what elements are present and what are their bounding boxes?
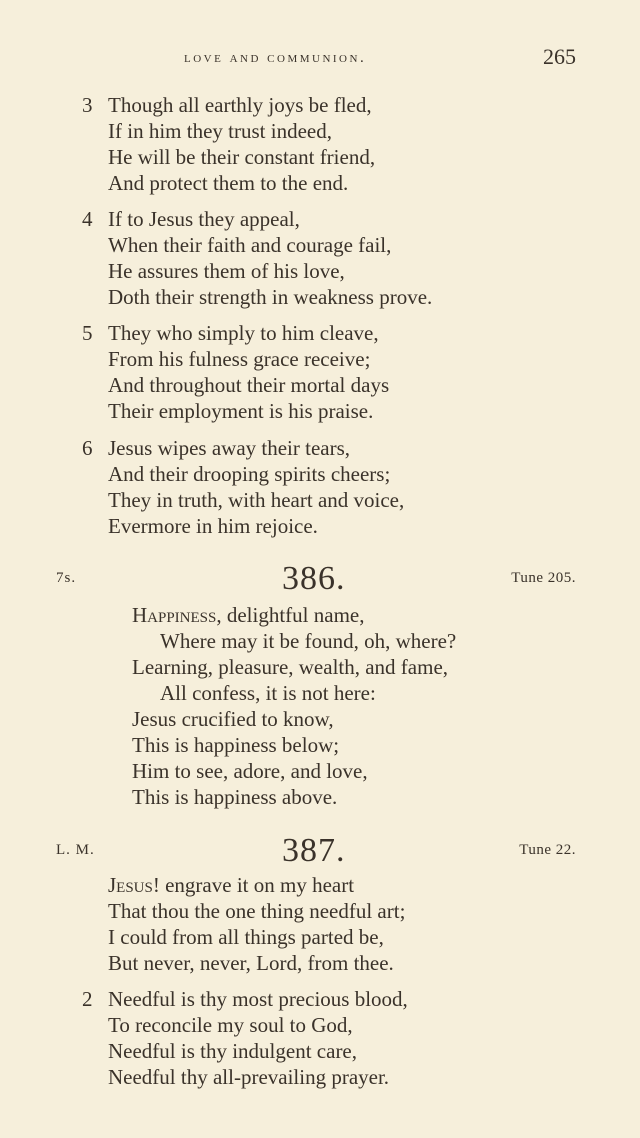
verse-line — [108, 872, 354, 898]
verse-number: 3 — [82, 93, 93, 117]
running-head — [0, 44, 640, 74]
verse-line: Where may it be found, oh, where? — [160, 629, 457, 653]
page-number: 265 — [543, 44, 576, 69]
opening-word: Jesus! — [108, 873, 160, 897]
verse-number: 6 — [82, 436, 93, 460]
verse-number: 5 — [82, 321, 93, 345]
verse-line: If to Jesus they appeal, — [108, 207, 300, 231]
tune-label: Tune 22. — [519, 842, 576, 858]
verse-line: They in truth, with heart and voice, — [108, 488, 405, 512]
verse-number: 4 — [82, 207, 93, 231]
verse-line: Their employment is his praise. — [108, 399, 374, 423]
verse-line: Jesus wipes away their tears, — [108, 436, 351, 460]
verse-line: Needful is thy indulgent care, — [108, 1039, 358, 1063]
hymn-number: 387. — [282, 832, 346, 869]
verse-line: They who simply to him cleave, — [108, 321, 379, 345]
verse-line: He assures them of his love, — [108, 259, 345, 283]
verse-line: Jesus crucified to know, — [132, 707, 334, 731]
verse-line: And protect them to the end. — [108, 171, 349, 195]
hymn-387-heading — [0, 832, 640, 872]
hymn-386-heading — [0, 560, 640, 600]
verse-line: From his fulness grace receive; — [108, 347, 371, 371]
meter-label: L. M. — [56, 842, 95, 858]
verse-line: That thou the one thing needful art; — [108, 899, 406, 923]
tune-label: Tune 205. — [511, 570, 576, 586]
hymn-number: 386. — [282, 560, 346, 597]
verse-line: Doth their strength in weakness prove. — [108, 285, 433, 309]
meter-label: 7s. — [56, 570, 77, 586]
verse-line-text: engrave it on my heart — [159, 873, 355, 897]
verse-line: Him to see, adore, and love, — [132, 759, 368, 783]
opening-word: Happiness, — [132, 603, 222, 627]
verse-line: This is happiness below; — [132, 733, 340, 757]
verse-line-text: delightful name, — [221, 603, 365, 627]
running-title: love and communion. — [184, 50, 367, 66]
verse-line: Though all earthly joys be fled, — [108, 93, 372, 117]
verse-number: 2 — [82, 987, 93, 1011]
verse-line: I could from all things parted be, — [108, 925, 384, 949]
verse-line: But never, never, Lord, from thee. — [108, 951, 394, 975]
verse-line: All confess, it is not here: — [160, 681, 376, 705]
verse-line — [132, 602, 365, 628]
verse-line: Evermore in him rejoice. — [108, 514, 318, 538]
verse-line: Needful thy all-prevailing prayer. — [108, 1065, 390, 1089]
verse-line: And throughout their mortal days — [108, 373, 390, 397]
verse-line: Needful is thy most precious blood, — [108, 987, 408, 1011]
verse-line: If in him they trust indeed, — [108, 119, 332, 143]
verse-line: He will be their constant friend, — [108, 145, 376, 169]
verse-line: To reconcile my soul to God, — [108, 1013, 353, 1037]
verse-line: Learning, pleasure, wealth, and fame, — [132, 655, 449, 679]
verse-line: And their drooping spirits cheers; — [108, 462, 391, 486]
verse-line: When their faith and courage fail, — [108, 233, 392, 257]
verse-line: This is happiness above. — [132, 785, 338, 809]
